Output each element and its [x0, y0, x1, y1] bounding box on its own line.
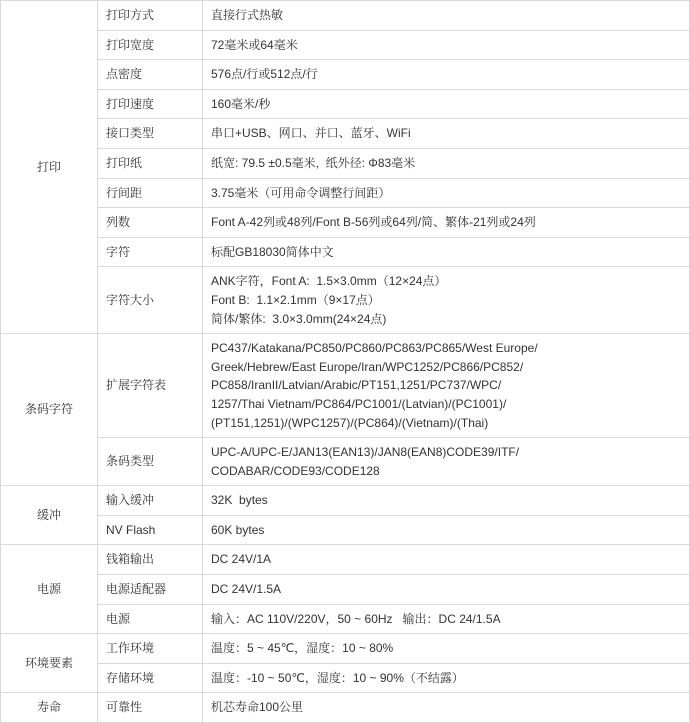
table-row — [1, 545, 690, 575]
row-value — [203, 208, 690, 238]
row-value — [203, 604, 690, 634]
row-value-line: ANK字符，Font A: 1.5×3.0mm（12×24点） — [211, 274, 447, 289]
table-row — [1, 237, 690, 267]
row-label: 打印速度 — [98, 89, 203, 119]
row-value-line: 3.75毫米（可用命令调整行间距） — [211, 185, 391, 200]
row-group-label: 电源 — [1, 545, 98, 634]
row-value-line: DC 24V/1.5A — [211, 582, 282, 597]
table-row — [1, 208, 690, 238]
table-row — [1, 693, 690, 723]
row-value-line: 直接行式热敏 — [211, 8, 284, 22]
row-label: 条码类型 — [98, 438, 203, 486]
row-value — [203, 663, 690, 693]
table-row — [1, 178, 690, 208]
row-label: 工作环境 — [98, 634, 203, 664]
row-label: NV Flash — [98, 515, 203, 545]
row-value — [203, 119, 690, 149]
row-value — [203, 486, 690, 516]
row-label: 打印宽度 — [98, 30, 203, 60]
table-row — [1, 1, 690, 31]
row-value-line: 串口+USB、网口、并口、蓝牙、WiFi — [211, 126, 411, 141]
table-row — [1, 334, 690, 438]
table-row — [1, 30, 690, 60]
row-value — [203, 575, 690, 605]
row-label: 输入缓冲 — [98, 486, 203, 516]
row-value — [203, 30, 690, 60]
row-value-line: 输入：AC 110V/220V，50 ~ 60Hz 输出：DC 24/1.5A — [211, 611, 501, 626]
row-label: 行间距 — [98, 178, 203, 208]
row-value-line: 1257/Thai Vietnam/PC864/PC1001/(Latvian)/(PC1001)/ — [211, 396, 507, 411]
table-row — [1, 515, 690, 545]
row-value — [203, 634, 690, 664]
row-label: 列数 — [98, 208, 203, 238]
row-label: 存储环境 — [98, 663, 203, 693]
row-value — [203, 237, 690, 267]
row-label: 打印方式 — [98, 1, 203, 31]
row-value-line: 机芯寿命100公里 — [211, 700, 304, 715]
row-value — [203, 148, 690, 178]
row-value-line: 576点/行或512点/行 — [211, 67, 318, 82]
row-value-line: CODABAR/CODE93/CODE128 — [211, 463, 380, 478]
row-group-label: 寿命 — [1, 693, 98, 723]
table-row — [1, 663, 690, 693]
row-value-line: 简体/繁体: 3.0×3.0mm(24×24点) — [211, 311, 387, 326]
row-value — [203, 515, 690, 545]
row-value-line: Greek/Hebrew/East Europe/Iran/WPC1252/PC866/PC852/ — [211, 359, 524, 374]
row-value-line: PC858/IranII/Latvian/Arabic/PT151,1251/PC737/WPC/ — [211, 378, 502, 393]
row-group-label: 环境要素 — [1, 634, 98, 693]
row-value-line: 温度：-10 ~ 50℃，湿度：10 ~ 90%（不结露） — [211, 670, 464, 685]
row-label: 打印纸 — [98, 148, 203, 178]
row-value — [203, 545, 690, 575]
table-row — [1, 634, 690, 664]
row-value-line: 纸宽: 79.5 ±0.5毫米, 纸外径: Φ83毫米 — [211, 155, 416, 170]
row-value-line: DC 24V/1A — [211, 552, 272, 567]
table-row — [1, 267, 690, 334]
row-value — [203, 438, 690, 486]
row-label: 接口类型 — [98, 119, 203, 149]
row-label: 扩展字符表 — [98, 334, 203, 438]
row-value-line: Font B: 1.1×2.1mm（9×17点） — [211, 292, 380, 307]
row-label: 钱箱输出 — [98, 545, 203, 575]
row-value-line: UPC-A/UPC-E/JAN13(EAN13)/JAN8(EAN8)CODE39/ITF/ — [211, 445, 520, 460]
row-label: 字符 — [98, 237, 203, 267]
row-value — [203, 1, 690, 31]
row-label: 可靠性 — [98, 693, 203, 723]
row-value — [203, 178, 690, 208]
table-row — [1, 575, 690, 605]
row-value-line: PC437/Katakana/PC850/PC860/PC863/PC865/West Europe/ — [211, 341, 538, 356]
row-label: 字符大小 — [98, 267, 203, 334]
row-value-line: 温度：5 ~ 45℃，湿度：10 ~ 80% — [211, 641, 394, 656]
row-value-line: 60K bytes — [211, 522, 265, 537]
row-label: 电源 — [98, 604, 203, 634]
table-row — [1, 148, 690, 178]
table-row — [1, 486, 690, 516]
table-row — [1, 438, 690, 486]
specification-table-body — [1, 1, 690, 723]
row-value — [203, 334, 690, 438]
row-group-label: 缓冲 — [1, 486, 98, 545]
row-value-line: (PT151,1251)/(WPC1257)/(PC864)/(Vietnam)/(Thai) — [211, 415, 489, 430]
row-label: 电源适配器 — [98, 575, 203, 605]
row-value — [203, 60, 690, 90]
row-value — [203, 693, 690, 723]
table-row — [1, 60, 690, 90]
table-row — [1, 89, 690, 119]
row-value-line: 32K bytes — [211, 493, 268, 508]
row-group-label: 条码字符 — [1, 334, 98, 486]
table-row — [1, 604, 690, 634]
row-value-line: 160毫米/秒 — [211, 96, 271, 111]
row-value — [203, 267, 690, 334]
row-label: 点密度 — [98, 60, 203, 90]
row-group-label: 打印 — [1, 1, 98, 334]
row-value-line: 72毫米或64毫米 — [211, 37, 298, 52]
row-value-line: 标配GB18030简体中文 — [211, 244, 334, 259]
row-value — [203, 89, 690, 119]
row-value-line: Font A-42列或48列/Font B-56列或64列/简、繁体-21列或24列 — [211, 215, 536, 230]
table-row — [1, 119, 690, 149]
